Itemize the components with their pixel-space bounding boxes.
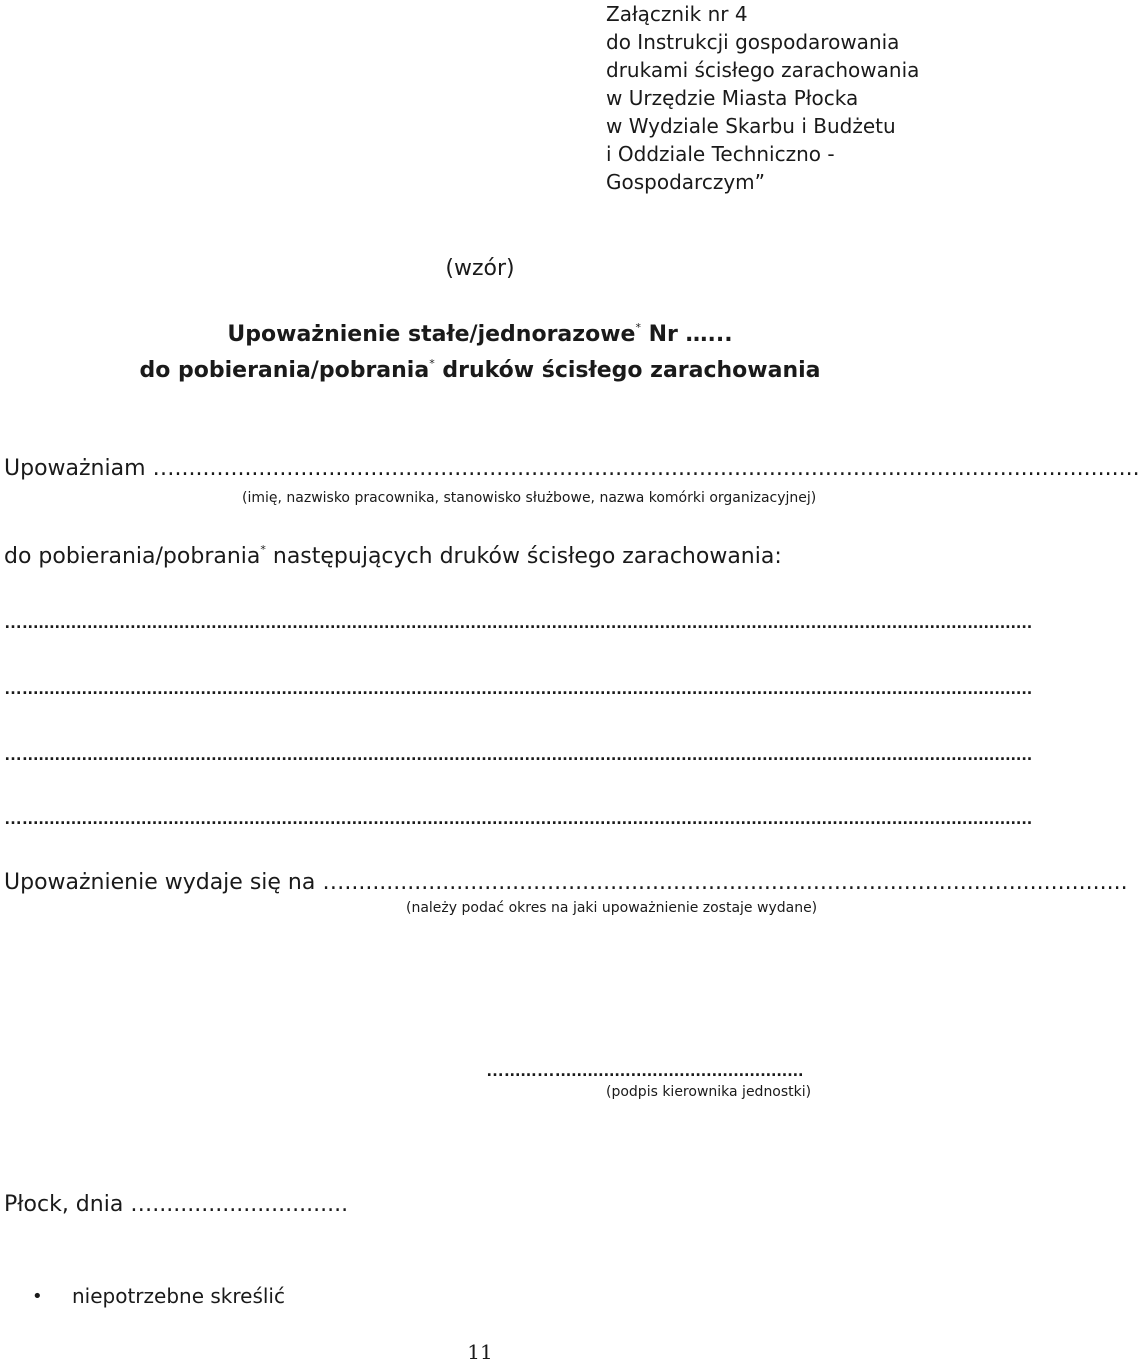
place-date-line: Płock, dnia …............................ [4, 1192, 349, 1217]
document-title-line-2 [0, 358, 960, 383]
signature-line: …......….............................................. [486, 1060, 804, 1080]
header-line-1: Załącznik nr 4 [606, 2, 748, 26]
header-line-7: Gospodarczym” [606, 170, 765, 194]
authorize-line: Upoważniam ….......................................................................................................................................... [4, 456, 1140, 481]
fill-in-line-2: …........................................................................................................................................................................................... [4, 678, 1033, 698]
asterisk-mark: * [429, 357, 435, 370]
template-label: (wzór) [445, 256, 515, 281]
footnote-text: niepotrzebne skreślić [72, 1284, 285, 1308]
fill-in-line-3: …........................................................................................................................................................................................... [4, 744, 1033, 764]
period-line: Upoważnienie wydaje się na …................................................................................................................ [4, 870, 1128, 895]
title-purpose: do pobierania/pobrania [139, 358, 430, 383]
header-line-3: drukami ścisłego zarachowania [606, 58, 920, 82]
fill-in-line-1: …........................................................................................................................................................................................... [4, 612, 1033, 632]
title-purpose-suffix: druków ścisłego zarachowania [434, 358, 821, 383]
header-line-5: w Wydziale Skarbu i Budżetu [606, 114, 896, 138]
document-title-line-1 [0, 322, 960, 347]
header-line-2: do Instrukcji gospodarowania [606, 30, 900, 54]
forms-intro-main: do pobierania/pobrania [4, 544, 261, 569]
forms-intro [4, 544, 782, 569]
forms-intro-suffix: następujących druków ścisłego zarachowania: [265, 544, 782, 569]
header-line-4: w Urzędzie Miasta Płocka [606, 86, 859, 110]
asterisk-mark: * [635, 321, 641, 334]
asterisk-mark: * [260, 543, 266, 556]
period-hint: (należy podać okres na jaki upoważnienie zostaje wydane) [406, 900, 818, 916]
header-line-6: i Oddziale Techniczno - [606, 142, 835, 166]
authorize-hint: (imię, nazwisko pracownika, stanowisko służbowe, nazwa komórki organizacyjnej) [242, 490, 817, 506]
bullet-icon: • [32, 1286, 43, 1307]
fill-in-line-4: …........................................................................................................................................................................................... [4, 808, 1033, 828]
page-number: 11 [467, 1340, 493, 1364]
title-main: Upoważnienie stałe/jednorazowe [227, 322, 636, 347]
signature-label: (podpis kierownika jednostki) [606, 1084, 812, 1100]
title-number: Nr …... [640, 322, 733, 347]
